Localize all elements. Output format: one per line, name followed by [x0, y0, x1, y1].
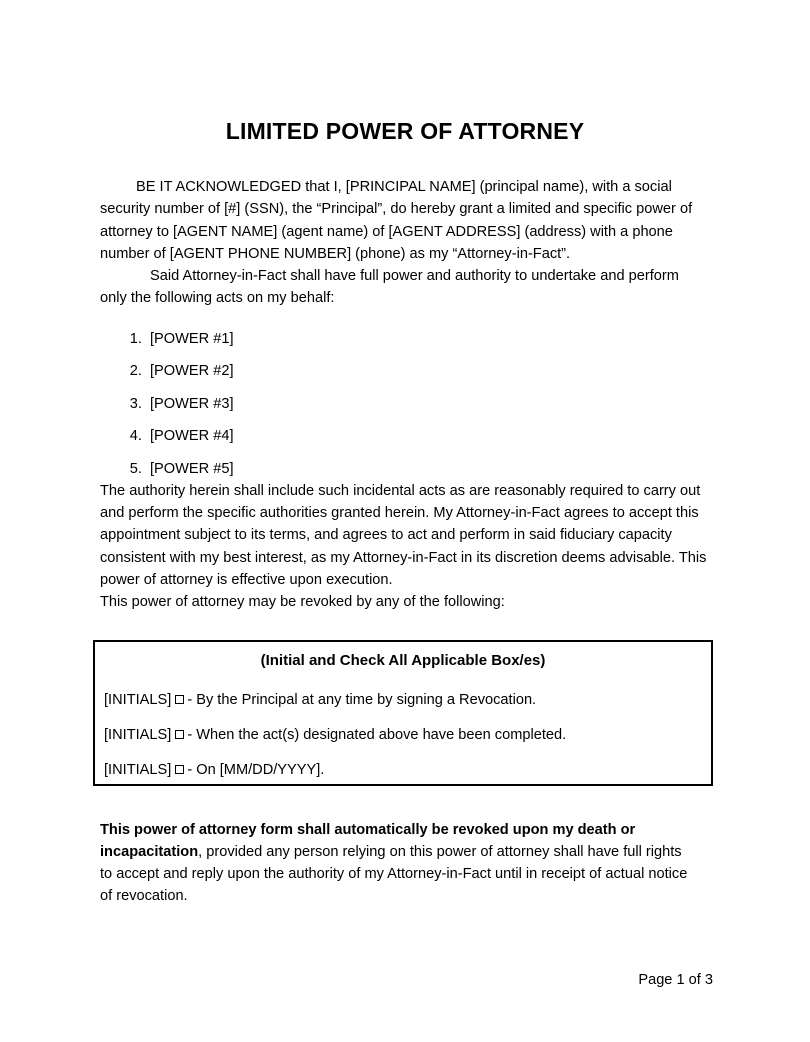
list-item: 2. [POWER #2] — [146, 360, 713, 382]
empty-checkbox-icon[interactable] — [175, 765, 184, 774]
paragraph-death-clause — [100, 819, 695, 908]
initials-field-label[interactable]: [INITIALS] — [104, 727, 172, 743]
document-body — [100, 176, 713, 614]
page-title: LIMITED POWER OF ATTORNEY — [225, 118, 585, 145]
revocation-option-row[interactable] — [104, 760, 711, 780]
empty-checkbox-icon[interactable] — [175, 695, 184, 704]
revocation-option-text: - On [MM/DD/YYYY]. — [187, 762, 325, 778]
paragraph-authority-scope — [100, 265, 700, 310]
list-item: 5. [POWER #5] — [146, 458, 713, 480]
powers-list — [100, 328, 713, 480]
paragraph-acknowledgement: BE IT ACKNOWLEDGED that I, [PRINCIPAL NAME] (principal name), with a social security number of [#] (SSN), the “Principal”, do hereby grant a limited and specific power of attorney to [AGENT NAME] (agent name) of [AGENT ADDRESS] (address) with a phone number of [AGENT PHONE NUMBER] (phone) as my “Attorney-in-Fact”. — [100, 179, 693, 262]
initials-field-label[interactable]: [INITIALS] — [104, 692, 172, 708]
paragraph-incidental-acts: The authority herein shall include such incidental acts as are reasonably required to carry out and perform the specific authorities granted herein. My Attorney-in-Fact agrees to accept this appointment subject to its terms, and agrees to act and perform in said fiduciary capacity consistent with my best interest, as my Attorney-in-Fact in its discretion deems advisable. This power of attorney is effective upon execution. — [100, 482, 707, 588]
revocation-options-box — [93, 640, 713, 786]
paragraph-authority-scope-text: Said Attorney-in-Fact shall have full power and authority to undertake and perform only the following acts on my behalf: — [100, 268, 679, 307]
list-item: 3. [POWER #3] — [146, 393, 713, 415]
revocation-box-heading: (Initial and Check All Applicable Box/es) — [260, 652, 546, 669]
empty-checkbox-icon[interactable] — [175, 730, 184, 739]
revocation-option-row[interactable] — [104, 690, 711, 710]
list-item: 1. [POWER #1] — [146, 328, 713, 350]
list-item: 4. [POWER #4] — [146, 425, 713, 447]
death-clause-bold-text: This power of attorney form shall automatically be revoked upon my death or incapacitation — [100, 821, 636, 860]
revocation-option-row[interactable] — [104, 725, 711, 745]
death-clause-rest-text: , provided any person relying on this power of attorney shall have full rights to accept and reply upon the authority of my Attorney-in-Fact until in receipt of actual notice of revocation. — [100, 843, 688, 905]
initials-field-label[interactable]: [INITIALS] — [104, 762, 172, 778]
page-footer: Page 1 of 3 — [638, 972, 713, 988]
revocation-option-text: - When the act(s) designated above have been completed. — [187, 727, 567, 743]
paragraph-revocation-lead-in: This power of attorney may be revoked by any of the following: — [100, 594, 505, 611]
revocation-option-text: - By the Principal at any time by signing a Revocation. — [187, 692, 537, 708]
